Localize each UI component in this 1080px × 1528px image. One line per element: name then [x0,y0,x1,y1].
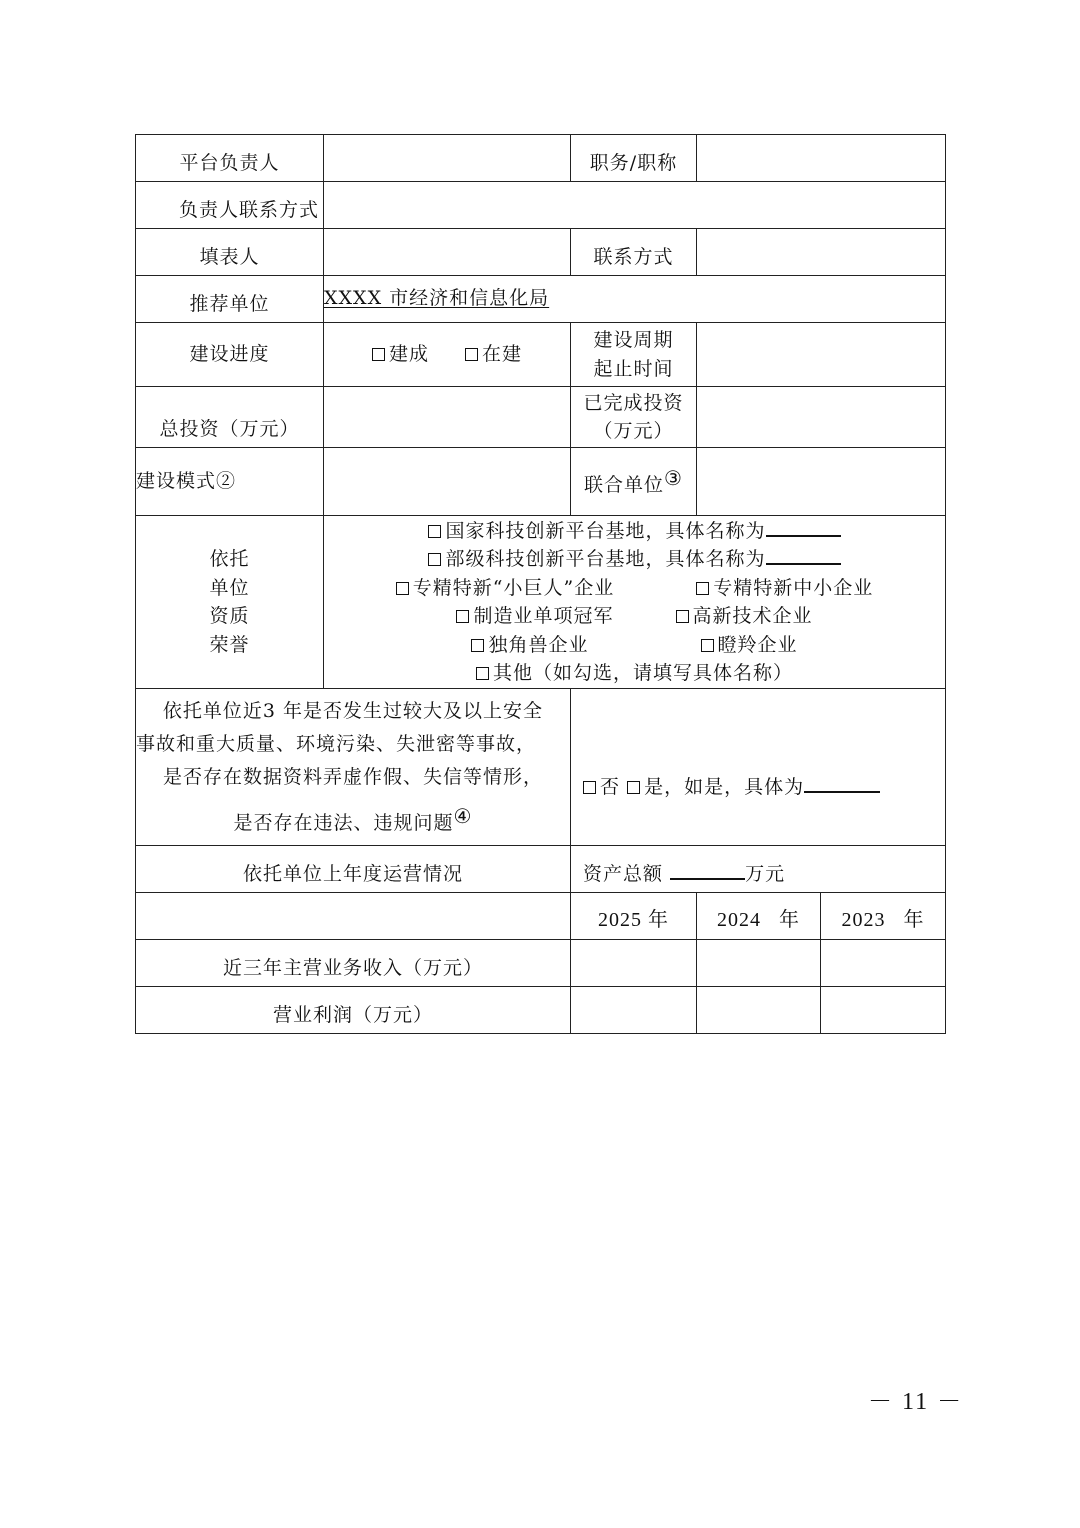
profit-label: 营业利润（万元） [136,987,571,1034]
row-profit [136,987,946,1034]
platform-leader-field[interactable] [324,135,571,182]
row-years [136,893,946,940]
leader-contact-label: 负责人联系方式 [136,182,324,229]
revenue-2025[interactable] [571,940,697,987]
revenue-label: 近三年主营业务收入（万元） [136,940,571,987]
row-leader-contact [136,182,946,229]
checkbox-icon[interactable] [428,525,441,538]
checkbox-icon[interactable] [676,610,689,623]
checkbox-icon[interactable] [583,781,596,794]
contact-field[interactable] [697,229,946,276]
progress-options [324,323,571,387]
total-assets-label: 资产总额 [583,862,664,885]
option-unicorn: 独角兽企业 [488,633,589,656]
underline-blank[interactable] [766,517,841,537]
completed-investment-label: 已完成投资 （万元） [571,387,697,448]
profit-2023[interactable] [821,987,946,1034]
total-investment-field[interactable] [324,387,571,448]
qualification-label: 依托 单位 资质 荣誉 [136,516,324,689]
row-investment [136,387,946,448]
option-champion: 制造业单项冠军 [473,605,614,627]
answer-no: 否 [600,775,621,798]
revenue-2024[interactable] [697,940,821,987]
row-progress [136,323,946,387]
checkbox-icon[interactable] [456,610,469,623]
checkbox-icon[interactable] [696,582,709,595]
progress-option-built[interactable]: 建成 [372,343,429,365]
contact-label: 联系方式 [571,229,697,276]
total-investment-label: 总投资（万元） [136,387,324,448]
checkbox-icon[interactable] [465,348,478,361]
total-assets-unit: 万元 [745,862,786,885]
build-mode-label: 建设模式② [136,448,324,516]
year-2025: 2025 年 [571,893,697,940]
recommender-field[interactable] [324,276,946,323]
total-assets-field [571,846,946,893]
period-field[interactable] [697,323,946,387]
period-label: 建设周期 起止时间 [571,323,697,387]
years-blank [136,893,571,940]
platform-leader-label: 平台负责人 [136,135,324,182]
answer-yes: 是，如是，具体为 [644,775,805,798]
title-field[interactable] [697,135,946,182]
row-platform-leader [136,135,946,182]
option-other: 其他（如勾选，请填写具体名称） [492,662,793,684]
row-revenue [136,940,946,987]
row-build-mode [136,448,946,516]
operation-label: 依托单位上年度运营情况 [136,846,571,893]
profit-2025[interactable] [571,987,697,1034]
leader-contact-field[interactable] [324,182,946,229]
title-label: 职务/职称 [571,135,697,182]
underline-blank[interactable] [670,860,745,880]
option-ministerial: 部级科技创新平台基地，具体名称为 [445,548,766,570]
partner-label: 联合单位③ [571,448,697,516]
underline-blank[interactable] [804,773,880,793]
filler-label: 填表人 [136,229,324,276]
compliance-answer [571,689,946,846]
progress-option-building[interactable]: 在建 [465,343,522,365]
build-mode-field[interactable] [324,448,571,516]
compliance-question: 依托单位近3 年是否发生过较大及以上安全 事故和重大质量、环境污染、失泄密等事故， 是否存在数据资料弄虚作假、失信等情形， 是否存在违法、违规问题④ [136,689,571,846]
checkbox-icon[interactable] [396,582,409,595]
completed-investment-field[interactable] [697,387,946,448]
option-gazelle: 瞪羚企业 [717,633,798,656]
revenue-2023[interactable] [821,940,946,987]
option-little-giant: 专精特新“小巨人”企业 [412,576,615,599]
checkbox-icon[interactable] [627,781,640,794]
year-2023: 2023 年 [821,893,946,940]
row-filler [136,229,946,276]
checkbox-icon[interactable] [476,667,489,680]
checkbox-icon[interactable] [372,348,385,361]
option-hightech: 高新技术企业 [692,605,813,627]
partner-field[interactable] [697,448,946,516]
row-recommender [136,276,946,323]
profit-2024[interactable] [697,987,821,1034]
checkbox-icon[interactable] [471,639,484,652]
checkbox-icon[interactable] [701,639,714,652]
application-form-table [135,134,946,1034]
option-national: 国家科技创新平台基地，具体名称为 [445,519,766,542]
page-number: － 11 － [868,1389,964,1415]
row-qualifications [136,516,946,689]
year-2024: 2024 年 [697,893,821,940]
filler-field[interactable] [324,229,571,276]
recommender-label: 推荐单位 [136,276,324,323]
qualification-options [324,516,946,689]
underline-blank[interactable] [766,545,841,565]
checkbox-icon[interactable] [428,553,441,566]
row-compliance [136,689,946,846]
option-sme: 专精特新中小企业 [713,576,874,599]
recommender-value: XXXX 市经济和信息化局 [324,287,550,309]
row-operation [136,846,946,893]
progress-label: 建设进度 [136,323,324,387]
